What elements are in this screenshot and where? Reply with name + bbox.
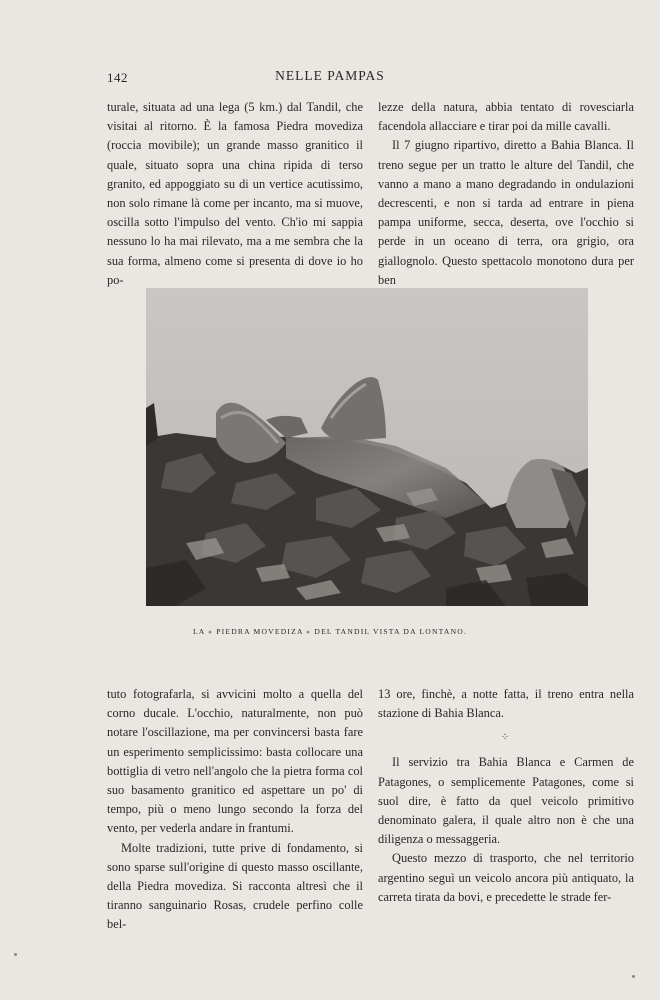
- photograph-piedra-movediza: [146, 288, 588, 606]
- paragraph: 13 ore, finchè, a notte fatta, il treno entra nella stazione di Bahia Blanca.: [378, 687, 634, 721]
- paragraph: Il 7 giugno ripartivo, diretto a Bahia Blanca. Il treno segue per un tratto le alture del Tandil, che vanno a mano a mano degradando in ondulazioni decrescenti, e non si tarda ad entrare in piena pampa uniforme, secca, deserta, ove l'occhio si perde in un oceano di terra, ora grigio, ora giallognolo. Questo spettacolo monotono dura per ben: [378, 138, 634, 287]
- figure-caption: LA « PIEDRA MOVEDIZA » DEL TANDIL VISTA DA LONTANO.: [192, 627, 468, 636]
- paragraph: Il servizio tra Bahia Blanca e Carmen de Patagones, o semplicemente Patagones, come si suol dire, è fatto da quel veicolo primitivo denominato galera, il quale altro non è che una diligenza o messaggeria.: [378, 755, 634, 847]
- paper-speck: [14, 953, 17, 956]
- page-number: 142: [107, 70, 128, 85]
- section-ornament: ⁘: [500, 732, 512, 744]
- text-column-left-top: [107, 98, 363, 290]
- paragraph: Molte tradizioni, tutte prive di fondamento, si sono sparse sull'origine di questo masso oscillante, della Piedra movediza. Si racconta altresì che il tiranno sanguinario Rosas, crudele perfino colle bel-: [107, 840, 363, 932]
- text-column-right-bottom: [378, 685, 634, 907]
- paragraph: lezze della natura, abbia tentato di rovesciarla facendola allacciare e tirar poi da mille cavalli.: [378, 100, 634, 134]
- paragraph: Questo mezzo di trasporto, che nel territorio argentino seguì un veicolo ancora più antiquato, la carreta tirata da bovi, e precedette le strade fer-: [378, 851, 634, 904]
- paragraph: tuto fotografarla, si avvicini molto a quella del corno ducale. L'occhio, naturalmente, non può notare l'oscillazione, ma per convincersi basta fare un esperimento semplicissimo: basta collocare una bottiglia di vetro nell'angolo che la pietra forma col suo basamento granitico ed aspettare un po' di tempo, più o meno lungo secondo la forza del vento, per vederla andare in frantumi.: [107, 687, 363, 836]
- text-column-left-bottom: [107, 685, 363, 935]
- text-column-right-top: [378, 98, 634, 290]
- rock-photo-illustration: [146, 288, 588, 606]
- running-title: NELLE PAMPAS: [275, 68, 385, 83]
- paragraph: turale, situata ad una lega (5 km.) dal Tandil, che visitai al ritorno. È la famosa Piedra movediza (roccia movibile); un grande masso granitico il quale, situato sopra una china ripida di terso granito, ed appoggiato su di un vertice acutissimo, non solo rimane là come per incanto, ma si muove, oscilla sotto l'impulso del vento. Ch'io mi sappia nessuno lo ha mai rilevato, ma a me sembra che la sua forma, almeno come si presenta di dove io ho po-: [107, 100, 363, 287]
- paper-speck: [632, 975, 635, 978]
